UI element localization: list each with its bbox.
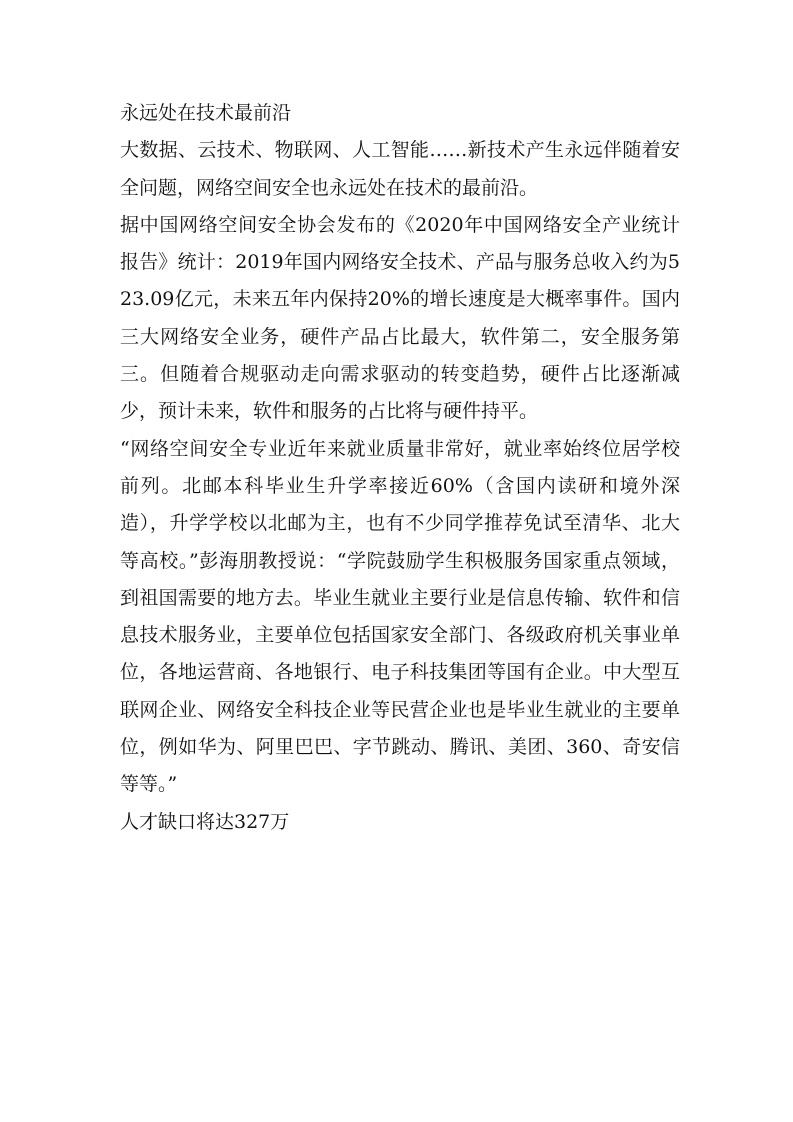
paragraph-new-tech: 大数据、云技术、物联网、人工智能……新技术产生永远伴随着安全问题，网络空间安全也永远处在技术的最前沿。 xyxy=(120,139,680,199)
document-page xyxy=(120,95,680,841)
paragraph-industry-report: 据中国网络空间安全协会发布的《2020年中国网络安全产业统计报告》统计：2019年国内网络安全技术、产品与服务总收入约为523.09亿元，未来五年内保持20%的增长速度是大概率事件。国内三大网络安全业务，硬件产品占比最大，软件第二，安全服务第三。但随着合规驱动走向需求驱动的转变趋势，硬件占比逐渐减少，预计未来，软件和服务的占比将与硬件持平。 xyxy=(120,213,680,423)
section-heading-frontier: 永远处在技术最前沿 xyxy=(120,102,292,124)
paragraph-employment-quote: “网络空间安全专业近年来就业质量非常好，就业率始终位居学校前列。北邮本科毕业生升学率接近60%（含国内读研和境外深造），升学学校以北邮为主，也有不少同学推荐免试至清华、北大等高校。”彭海朋教授说：“学院鼓励学生积极服务国家重点领域，到祖国需要的地方去。毕业生就业主要行业是信息传输、软件和信息技术服务业，主要单位包括国家安全部门、各级政府机关事业单位，各地运营商、各地银行、电子科技集团等国有企业。中大型互联网企业、网络安全科技企业等民营企业也是毕业生就业的主要单位，例如华为、阿里巴巴、字节跳动、腾讯、美团、360、奇安信等等。” xyxy=(120,437,680,796)
section-heading-talent-gap: 人才缺口将达327万 xyxy=(120,810,290,833)
